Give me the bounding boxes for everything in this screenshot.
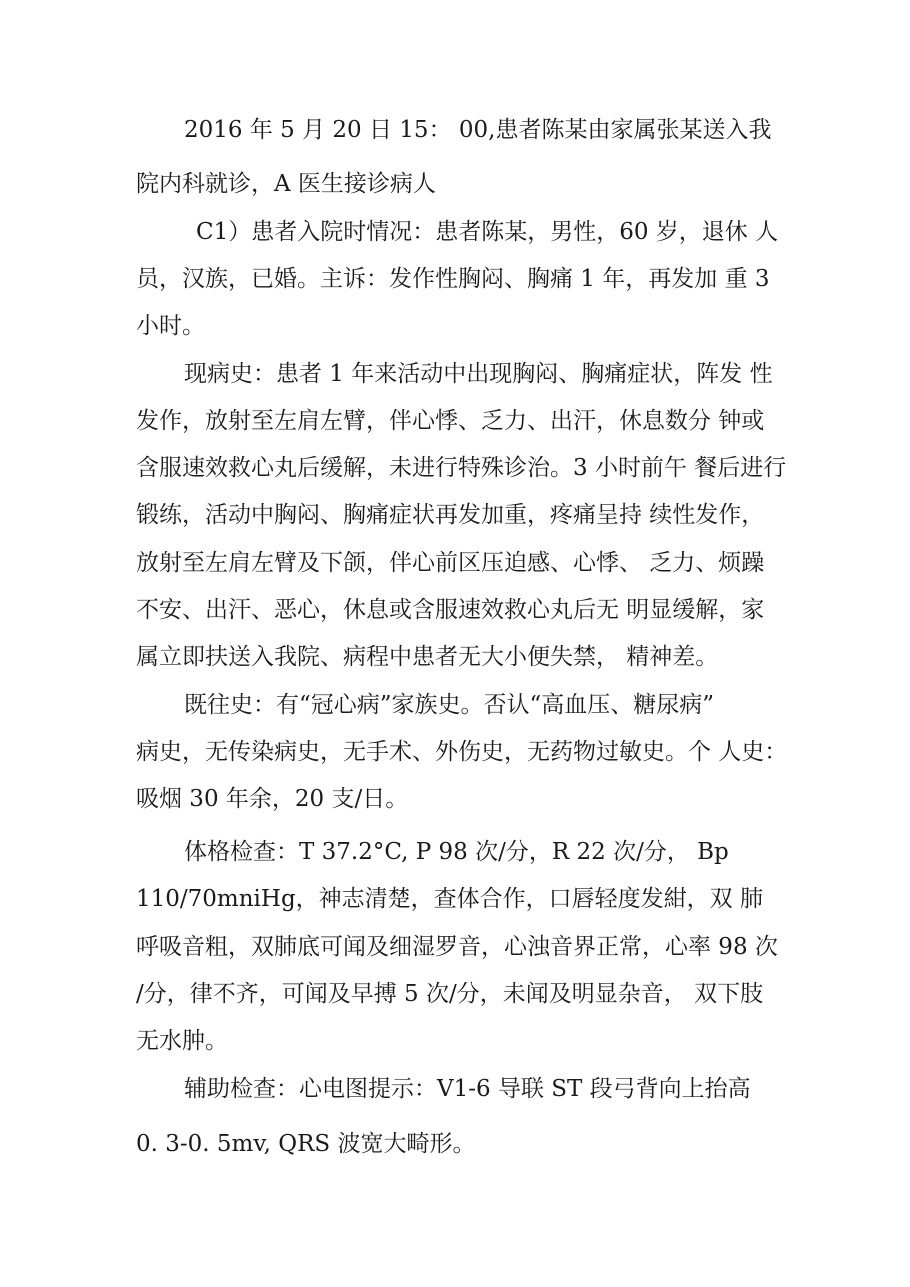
paragraph-present-illness-line-5: 放射至左肩左臂及下颌，伴心前区压迫感、心悸、 乏力、烦躁 xyxy=(136,550,765,576)
paragraph-present-illness-line-1: 现病史：患者 1 年来活动中出现胸闷、胸痛症状，阵发 性 xyxy=(184,361,773,387)
paragraph-auxiliary-exam-line-1: 辅助检查：心电图提示：V1-6 导联 ST 段弓背向上抬高 xyxy=(184,1076,751,1102)
paragraph-present-illness-line-6: 不安、出汗、恶心，休息或含服速效救心丸后无 明显缓解，家 xyxy=(136,597,765,623)
paragraph-admission-line-1: C1）患者入院时情况：患者陈某，男性，60 岁，退休 人 xyxy=(196,219,779,245)
paragraph-physical-exam-line-1: 体格检查：T 37.2°C, P 98 次/分，R 22 次/分， Bp xyxy=(184,839,729,865)
paragraph-present-illness-line-4: 锻练，活动中胸闷、胸痛症状再发加重，疼痛呈持 续性发作， xyxy=(136,502,765,528)
paragraph-physical-exam-line-2: 110/70mniHg，神志清楚，查体合作，口唇轻度发紺，双 肺 xyxy=(136,886,763,912)
paragraph-present-illness-line-7: 属立即扶送入我院、病程中患者无大小便失禁， 精神差。 xyxy=(136,644,719,670)
paragraph-admission-line-3: 小时。 xyxy=(136,313,205,339)
paragraph-physical-exam-line-4: /分，律不齐，可闻及早搏 5 次/分，未闻及明显杂音， 双下肢 xyxy=(136,981,764,1007)
paragraph-past-history-line-3: 吸烟 30 年余，20 支/日。 xyxy=(136,786,409,812)
paragraph-present-illness-line-2: 发作，放射至左肩左臂，伴心悸、乏力、出汗，休息数分 钟或 xyxy=(136,408,765,434)
paragraph-present-illness-line-3: 含服速效救心丸后缓解，未进行特殊诊治。3 小时前午 餐后进行 xyxy=(136,455,787,481)
paragraph-physical-exam-line-5: 无水肿。 xyxy=(136,1028,228,1054)
paragraph-auxiliary-exam-line-2: 0. 3-0. 5mv, QRS 波宽大畸形。 xyxy=(136,1131,476,1157)
paragraph-physical-exam-line-3: 呼吸音粗，双肺底可闻及细湿罗音，心浊音界正常，心率 98 次 xyxy=(136,934,778,960)
paragraph-intro-line-2: 院内科就诊，A 医生接诊病人 xyxy=(136,171,436,197)
paragraph-admission-line-2: 员，汉族，已婚。主诉：发作性胸闷、胸痛 1 年，再发加 重 3 xyxy=(136,266,770,292)
paragraph-intro-line-1: 2016 年 5 月 20 日 15： 00,患者陈某由家属张某送入我 xyxy=(184,117,772,143)
paragraph-past-history-line-2: 病史，无传染病史，无手术、外伤史，无药物过敏史。个 人史： xyxy=(136,739,788,765)
paragraph-past-history-line-1: 既往史：有“冠心病”家族史。否认“高血压、糖尿病” xyxy=(184,692,715,718)
